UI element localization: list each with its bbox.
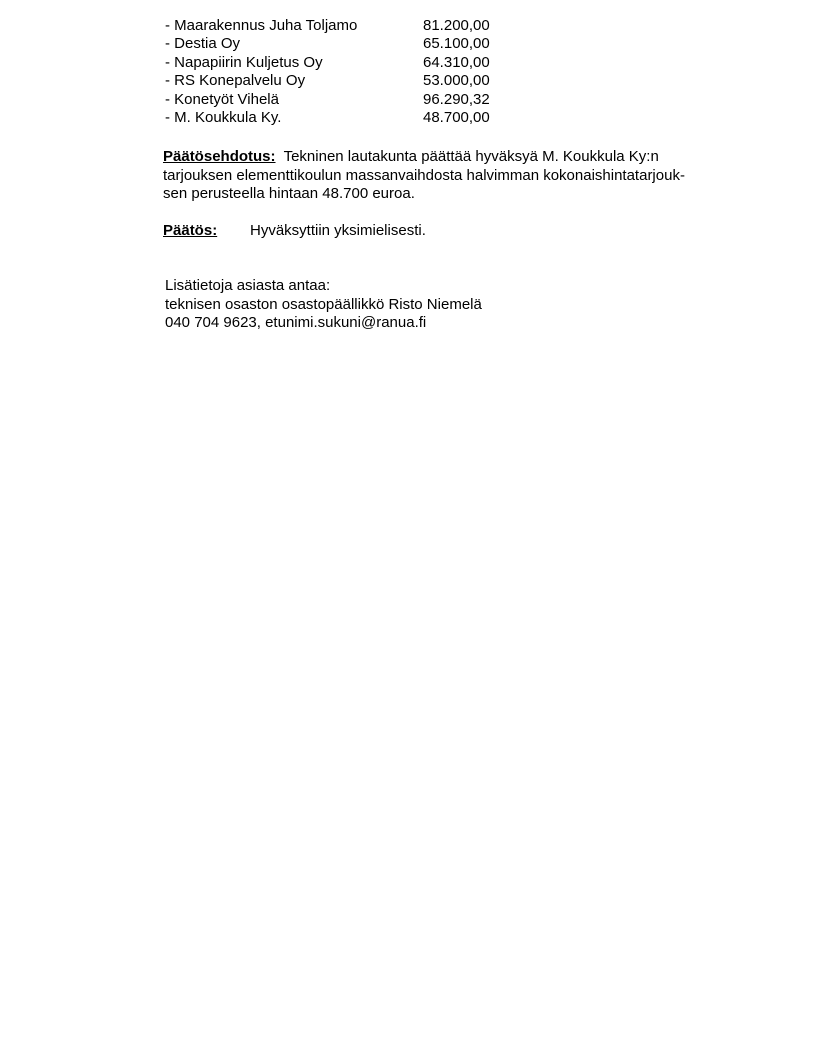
bid-row <box>165 109 505 127</box>
bid-amount: 81.200,00 <box>423 17 490 34</box>
proposal-label: Päätösehdotus: <box>163 148 276 165</box>
contact-info <box>165 277 482 333</box>
bid-list <box>165 17 505 127</box>
bid-name: - RS Konepalvelu Oy <box>165 72 306 90</box>
decision-proposal <box>163 148 733 204</box>
contact-line-1: Lisätietoja asiasta antaa: <box>165 277 331 294</box>
proposal-text-line-1: Tekninen lautakunta päättää hyväksyä M. Koukkula Ky:n <box>283 148 659 165</box>
decision-label: Päätös: <box>163 222 218 239</box>
bid-row <box>165 35 505 53</box>
bid-amount: 53.000,00 <box>423 72 490 90</box>
proposal-text-line-2: tarjouksen elementtikoulun massanvaihdosta halvimman kokonaishintatarjouk- <box>163 166 685 184</box>
bid-amount: 48.700,00 <box>423 108 490 126</box>
decision <box>163 222 426 241</box>
bid-row <box>165 91 505 109</box>
bid-name: - M. Koukkula Ky. <box>165 108 282 126</box>
proposal-text-line-3: sen perusteella hintaan 48.700 euroa. <box>163 185 415 202</box>
bid-row <box>165 72 505 90</box>
bid-name: - Destia Oy <box>165 35 241 53</box>
contact-line-3: 040 704 9623, etunimi.sukuni@ranua.fi <box>165 314 427 331</box>
contact-line-2: teknisen osaston osastopäällikkö Risto Niemelä <box>165 295 482 313</box>
bid-amount: 96.290,32 <box>423 90 490 108</box>
bid-amount: 65.100,00 <box>423 35 490 53</box>
bid-row <box>165 54 505 72</box>
bid-name: - Konetyöt Vihelä <box>165 90 279 108</box>
bid-row <box>165 17 505 35</box>
bid-name: - Napapiirin Kuljetus Oy <box>165 53 323 71</box>
decision-text: Hyväksyttiin yksimielisesti. <box>250 222 426 239</box>
bid-name: - Maarakennus Juha Toljamo <box>165 17 358 34</box>
bid-amount: 64.310,00 <box>423 53 490 71</box>
